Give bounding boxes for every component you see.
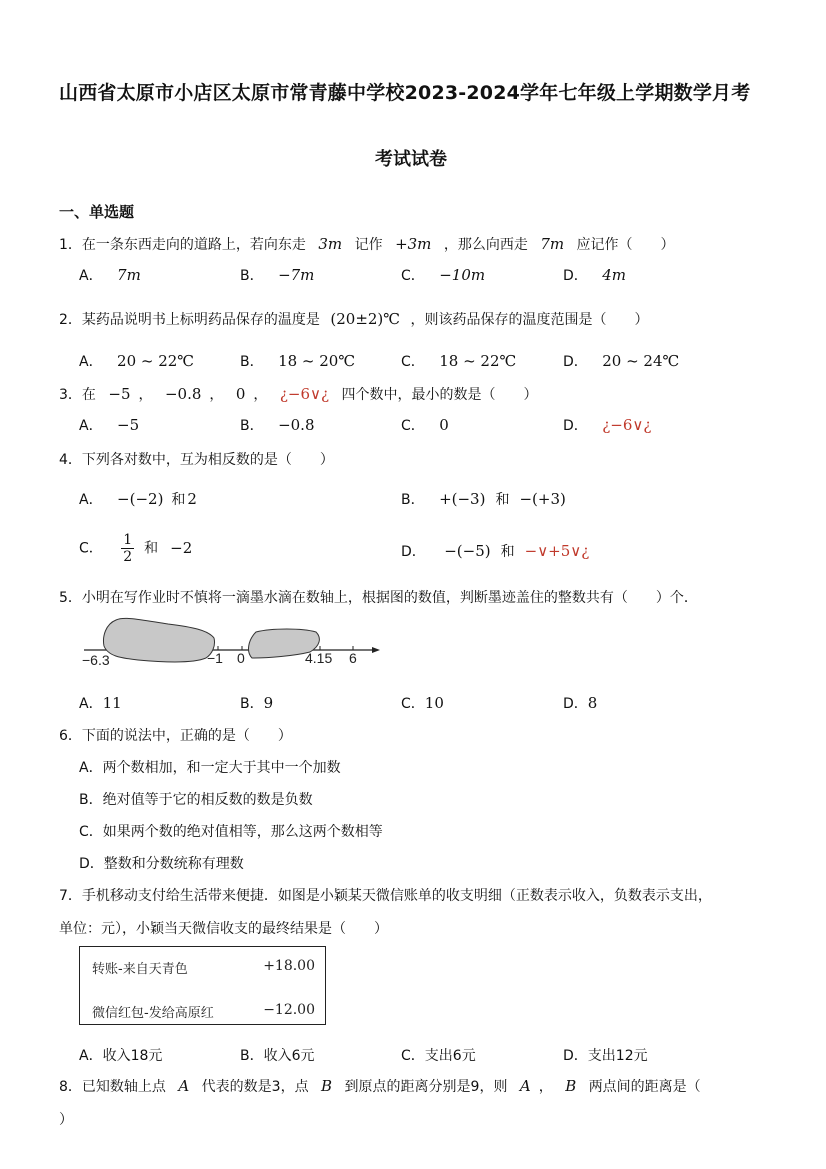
option-c[interactable]: C． −10m: [401, 266, 486, 284]
option-c[interactable]: C．支出6元: [401, 1048, 476, 1064]
option-c[interactable]: C．10: [401, 694, 444, 712]
question-number: 4．: [59, 452, 82, 468]
question-number: 7．: [59, 888, 82, 904]
question-3: 3．在 −5 ， −0.8 ， 0 ， ¿−6∨¿ 四个数中，最小的数是（ ）: [59, 385, 538, 403]
axis-label: −1: [207, 650, 223, 666]
option-a[interactable]: A． 20 ~ 22℃: [79, 352, 195, 370]
question-8-line2: ）: [59, 1112, 73, 1128]
bill-amount: −12.00: [263, 1002, 315, 1018]
bill-row: [92, 958, 315, 977]
fraction: $\frac{1}{2}$: [123, 532, 133, 565]
option-b[interactable]: B． +(−3) 和 −(+3): [401, 490, 566, 508]
option-b[interactable]: B．收入6元: [240, 1048, 315, 1064]
option-b[interactable]: B． −0.8: [240, 416, 315, 434]
option-b[interactable]: B．9: [240, 694, 274, 712]
axis-label: −6.3: [82, 652, 110, 668]
question-8: 8．已知数轴上点 A 代表的数是3，点 B 到原点的距离分别是9，则 A ， B 两点间的距离是（: [59, 1077, 701, 1095]
option-c[interactable]: C． 18 ~ 22℃: [401, 352, 517, 370]
option-a[interactable]: A．两个数相加，和一定大于其中一个加数: [79, 760, 341, 776]
question-1: 1．在一条东西走向的道路上，若向东走 3m 记作 +3m ，那么向西走 7m 应记作（ ）: [59, 235, 675, 253]
question-4: 4．下列各对数中，互为相反数的是（ ）: [59, 452, 334, 468]
question-number: 8．: [59, 1079, 82, 1095]
axis-arrow-icon: [372, 647, 380, 653]
question-7: 7．手机移动支付给生活带来便捷．如图是小颖某天微信账单的收支明细（正数表示收入，负数表示支出，: [59, 888, 712, 904]
question-5: 5．小明在写作业时不慎将一滴墨水滴在数轴上，根据图的数值，判断墨迹盖住的整数共有（ ）个．: [59, 590, 698, 606]
option-d[interactable]: D． 20 ~ 24℃: [563, 352, 680, 370]
bill-item: 转账-来自天青色: [92, 962, 188, 977]
question-number: 1．: [59, 237, 82, 253]
option-d[interactable]: D． 4m: [563, 266, 627, 284]
option-a[interactable]: A． 7m: [79, 266, 141, 284]
bill-item: 微信红包-发给高原红: [92, 1006, 214, 1021]
option-a[interactable]: A．收入18元: [79, 1048, 163, 1064]
option-c[interactable]: C． $\frac{1}{2}$ 和 −2: [79, 532, 193, 565]
option-d[interactable]: D．整数和分数统称有理数: [79, 856, 244, 872]
option-d[interactable]: D．支出12元: [563, 1048, 648, 1064]
question-2: 2．某药品说明书上标明药品保存的温度是 (20±2)℃ ，则该药品保存的温度范围是（ ）: [59, 310, 649, 328]
option-b[interactable]: B．绝对值等于它的相反数的数是负数: [79, 792, 313, 808]
section-heading: 一、单选题: [59, 203, 135, 221]
question-number: 6．: [59, 728, 82, 744]
number-line-figure: [80, 612, 390, 672]
bill-row: [92, 1002, 315, 1021]
page-subtitle: 考试试卷: [375, 149, 447, 170]
wechat-bill-figure: [79, 946, 326, 1025]
axis-label: 6: [349, 650, 357, 666]
question-7-line2: 单位：元），小颖当天微信收支的最终结果是（ ）: [59, 921, 388, 937]
question-6: 6．下面的说法中，正确的是（ ）: [59, 728, 292, 744]
option-c[interactable]: C． 0: [401, 416, 449, 434]
axis-label: 4.15: [305, 650, 333, 666]
question-number: 2．: [59, 312, 82, 328]
bill-amount: +18.00: [263, 958, 315, 974]
option-b[interactable]: B． 18 ~ 20℃: [240, 352, 356, 370]
option-d[interactable]: D．8: [563, 694, 598, 712]
question-number: 5．: [59, 590, 82, 606]
option-b[interactable]: B． −7m: [240, 266, 315, 284]
page-title: 山西省太原市小店区太原市常青藤中学校2023-2024学年七年级上学期数学月考: [59, 82, 751, 104]
option-d[interactable]: D． ¿−6∨¿: [563, 416, 652, 434]
question-number: 3．: [59, 387, 82, 403]
option-c[interactable]: C．如果两个数的绝对值相等，那么这两个数相等: [79, 824, 383, 840]
option-a[interactable]: A． −5: [79, 416, 140, 434]
option-d[interactable]: D． −(−5) 和 −∨+5∨¿: [401, 542, 590, 560]
option-a[interactable]: A．11: [79, 694, 122, 712]
option-a[interactable]: A． −(−2) 和 2: [79, 490, 197, 508]
ink-blob-left: [104, 618, 215, 662]
axis-label: 0: [237, 650, 245, 666]
